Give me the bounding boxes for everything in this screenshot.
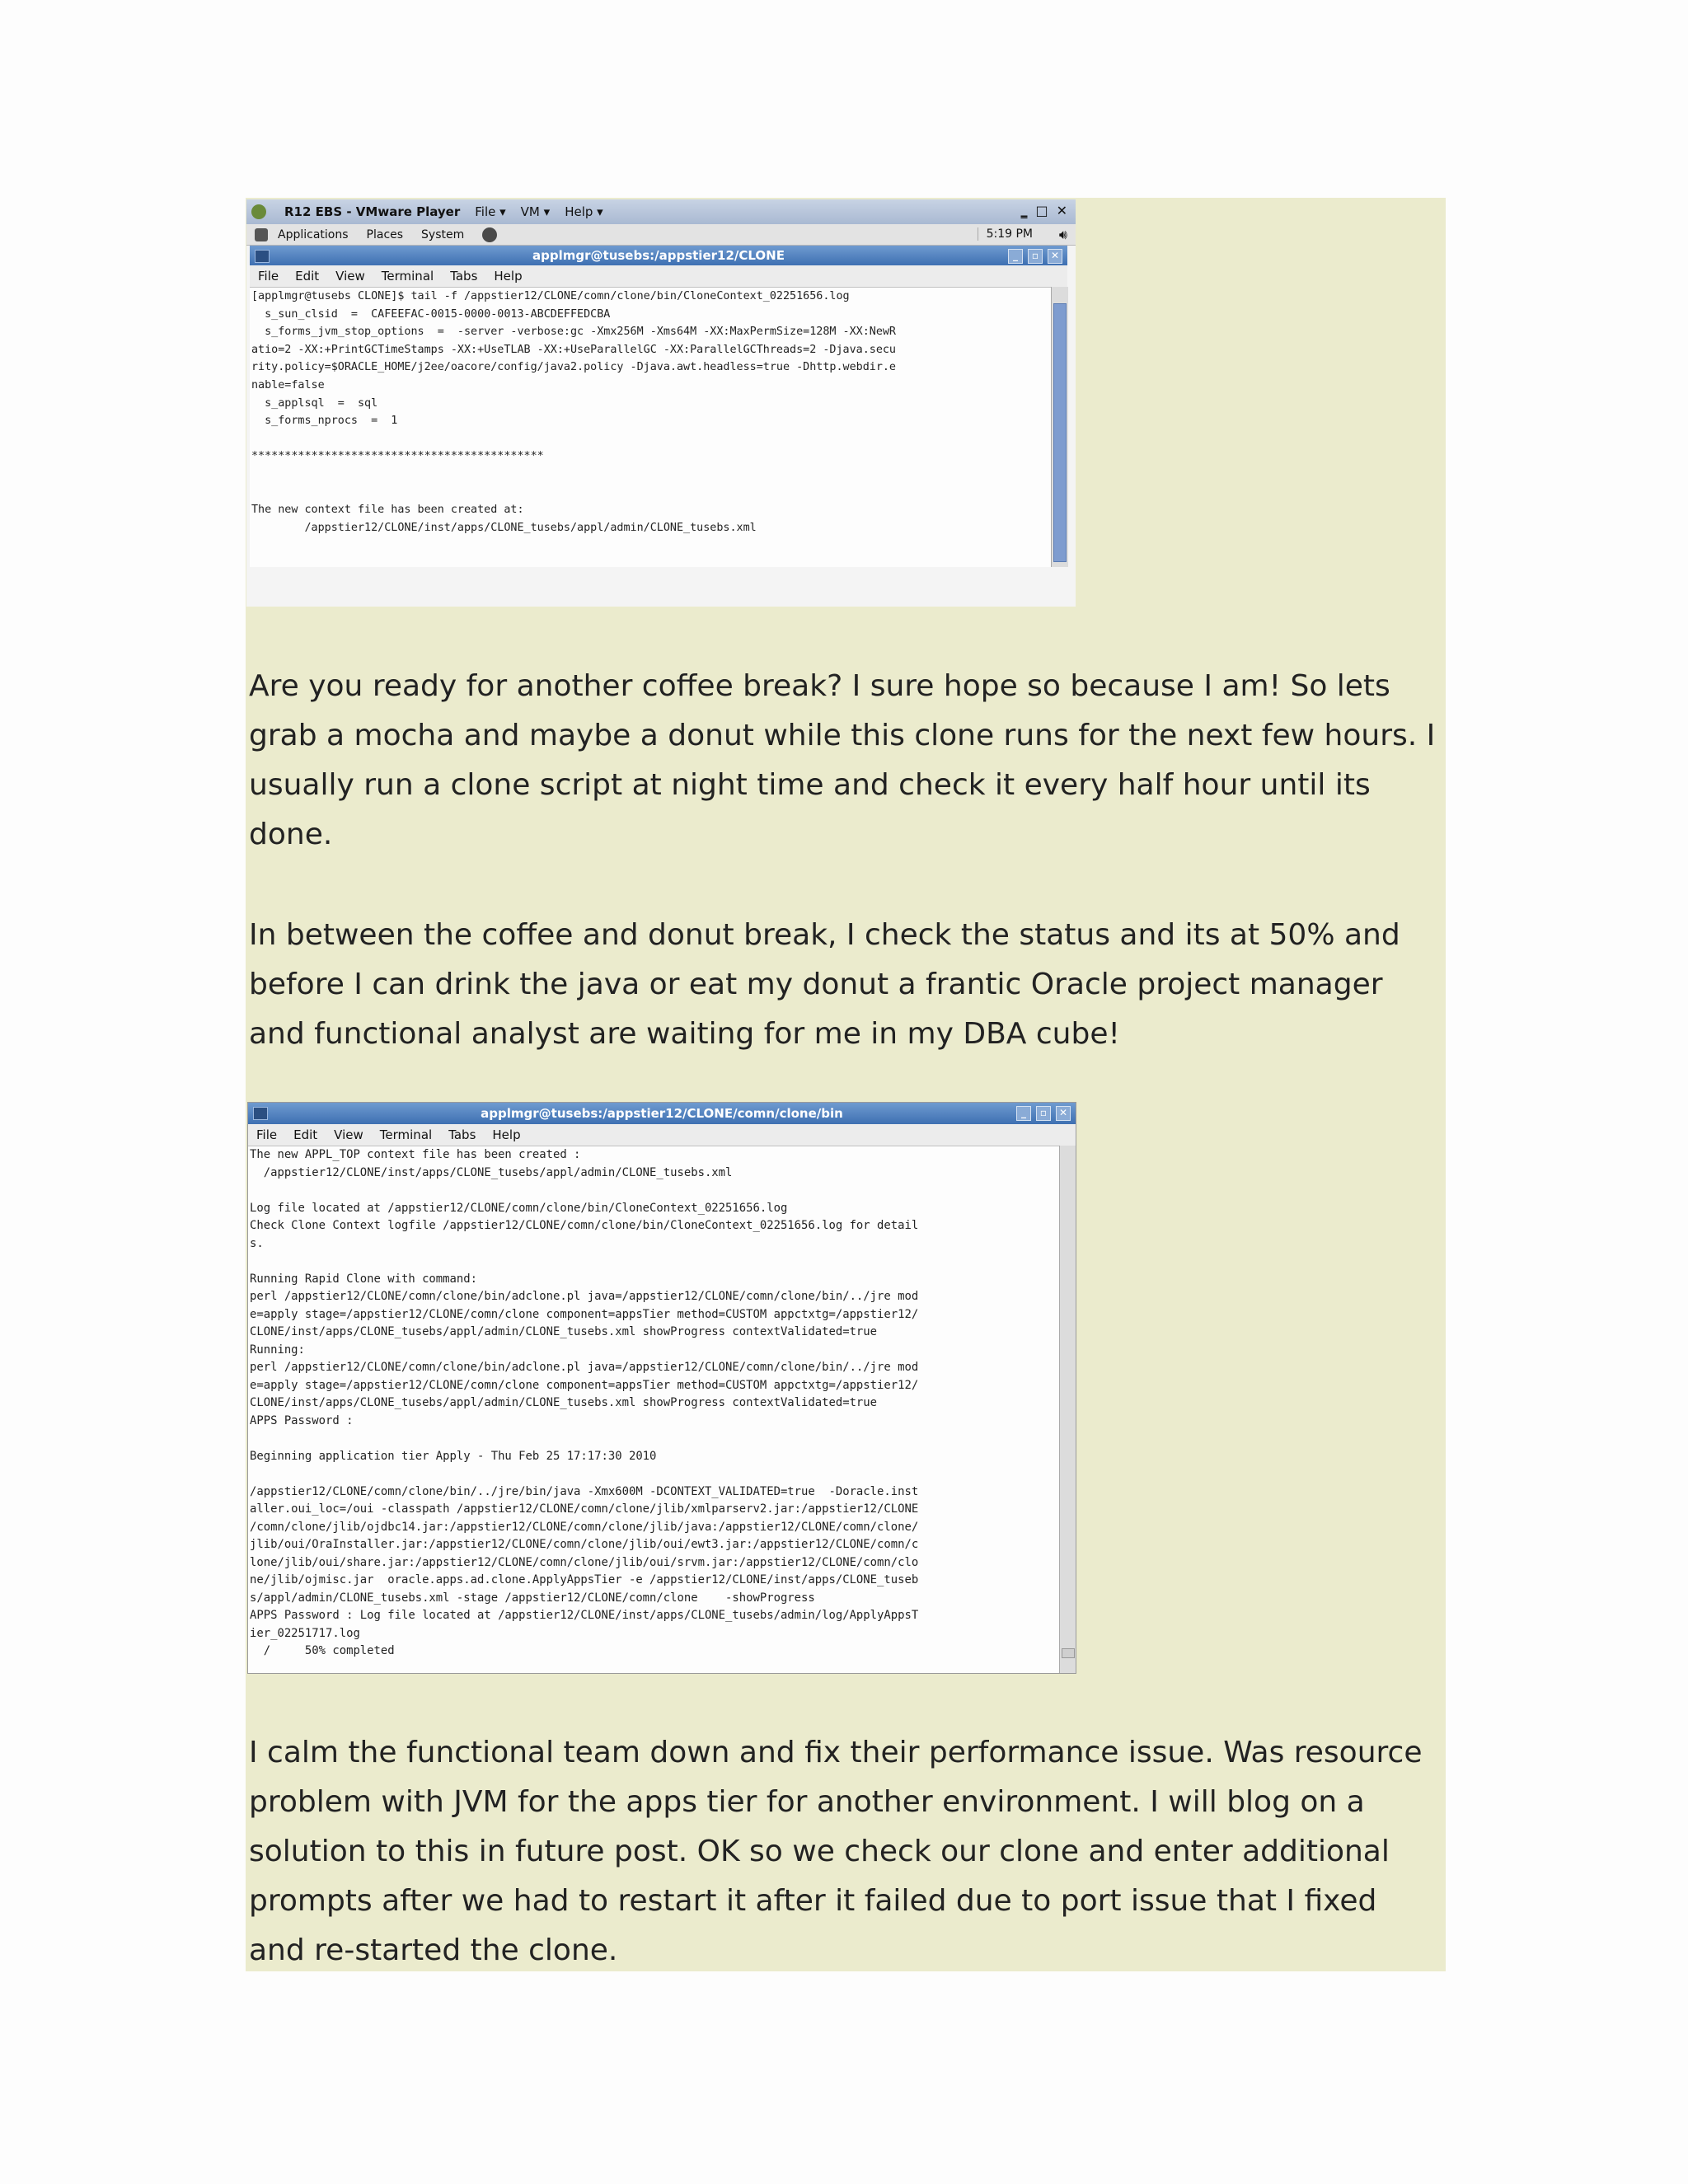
minimize-icon[interactable]: _ — [1008, 249, 1023, 264]
menu-tabs[interactable]: Tabs — [448, 1127, 476, 1142]
terminal-output[interactable]: [applmgr@tusebs CLONE]$ tail -f /appstier12/CLONE/comn/clone/bin/CloneContext_02251656.log s_sun_clsid = CAFEEFAC-0015-0000-0013-ABCDEFFEDCBA s_forms_jvm_stop_options = -server -verbose:gc -Xmx256M -Xms64M -XX:MaxPermSize=128M -XX:NewR atio=2 -XX:+PrintGCTimeStamps -XX:+UseTLAB -XX:+UseParallelGC -XX:ParallelGCThreads=2 -Djava.secu rity.policy=$ORACLE_HOME/j2ee/oacore/config/java2.policy -Djava.awt.headless=true -Dhttp.webdir.e nable=false s_applsql = sql s_forms_nprocs = 1 ******************************************** The new context file has been created at: /appstier12/CLONE/inst/apps/CLONE_tusebs/appl/admin/CLONE_tusebs.xml — [250, 287, 1051, 567]
vmware-menu-file[interactable]: File ▾ — [475, 204, 506, 219]
terminal-output[interactable]: The new APPL_TOP context file has been created : /appstier12/CLONE/inst/apps/CLONE_tusebs/appl/admin/CLONE_tusebs.xml Log file located at /appstier12/CLONE/comn/clone/bin/CloneContext_02251656.log Check Clone Context logfile /appstier12/CLONE/comn/clone/bin/CloneContext_02251656.log for detail s. Running Rapid Clone with command: perl /appstier12/CLONE/comn/clone/bin/adclone.pl java=/appstier12/CLONE/comn/clone/bin/../jre mod e=apply stage=/appstier12/CLONE/comn/clone component=appsTier method=CUSTOM appctxtg=/appstier12/ CLONE/inst/apps/CLONE_tusebs/appl/admin/CLONE_tusebs.xml showProgress contextValidated=true Running: perl /appstier12/CLONE/comn/clone/bin/adclone.pl java=/appstier12/CLONE/comn/clone/bin/../jre mod e=apply stage=/appstier12/CLONE/comn/clone component=appsTier method=CUSTOM appctxtg=/appstier12/ CLONE/inst/apps/CLONE_tusebs/appl/admin/CLONE_tusebs.xml showProgress contextValidated=true APPS Password : Beginning application tier Apply - Thu Feb 25 17:17:30 2010 /appstier12/CLONE/comn/clone/bin/../jre/bin/java -Xmx600M -DCONTEXT_VALIDATED=true -Doracle.inst aller.oui_loc=/oui -classpath /appstier12/CLONE/comn/clone/jlib/xmlparserv2.jar:/appstier12/CLONE /comn/clone/jlib/ojdbc14.jar:/appstier12/CLONE/comn/clone/jlib/java:/appstier12/CLONE/comn/clone/ jlib/oui/OraInstaller.jar:/appstier12/CLONE/comn/clone/jlib/oui/ewt3.jar:/appstier12/CLONE/comn/c lone/jlib/oui/share.jar:/appstier12/CLONE/comn/clone/jlib/oui/srvm.jar:/appstier12/CLONE/comn/clo ne/jlib/ojmisc.jar oracle.apps.ad.clone.ApplyAppsTier -e /appstier12/CLONE/inst/apps/CLONE_tuseb s/appl/admin/CLONE_tusebs.xml -stage /appstier12/CLONE/comn/clone -showProgress APPS Password : Log file located at /appstier12/CLONE/inst/apps/CLONE_tusebs/admin/log/ApplyAppsT ier_02251717.log / 50% completed — [248, 1146, 1059, 1673]
menu-help[interactable]: Help — [494, 269, 523, 284]
menu-view[interactable]: View — [335, 269, 365, 284]
terminal-title: applmgr@tusebs:/appstier12/CLONE — [532, 248, 785, 263]
vmware-menu-vm[interactable]: VM ▾ — [520, 204, 551, 219]
scrollbar-thumb[interactable] — [1062, 1648, 1075, 1658]
terminal-window-controls — [1016, 1103, 1071, 1121]
gnome-menu-applications[interactable]: Applications — [278, 227, 349, 241]
minimize-icon[interactable]: _ — [1016, 1106, 1031, 1121]
body-paragraph: In between the coffee and donut break, I check the status and its at 50% and before I can drink the java or eat my donut a frantic Oracle project manager and functional analyst are waiting for me in my DBA cube! — [249, 918, 1400, 1051]
panel-clock[interactable]: 5:19 PM — [978, 227, 1033, 241]
terminal-menubar — [248, 1124, 1076, 1146]
close-icon[interactable]: ✕ — [1048, 249, 1062, 264]
gnome-top-panel — [246, 224, 1076, 246]
menu-terminal[interactable]: Terminal — [379, 1127, 433, 1142]
menu-help[interactable]: Help — [492, 1127, 521, 1142]
body-paragraph: I calm the functional team down and fix their performance issue. Was resource problem with JVM for the apps tier for another environment. I will blog on a solution to this in future post. OK so we check our clone and enter additional prompts after we had to restart it after it failed due to port issue that I fixed and re-started the clone. — [249, 1736, 1423, 1967]
terminal-icon — [253, 1107, 268, 1120]
close-icon[interactable]: ✕ — [1056, 1106, 1071, 1121]
terminal-screenshot-clone-context — [246, 199, 1076, 607]
gnome-foot-icon[interactable] — [255, 228, 268, 241]
volume-icon[interactable]: 🔊︎ — [1058, 227, 1067, 242]
terminal-menubar — [250, 265, 1067, 287]
gnome-menu-places[interactable]: Places — [366, 227, 404, 241]
menu-edit[interactable]: Edit — [293, 1127, 318, 1142]
vmware-window-controls — [1020, 203, 1067, 218]
menu-edit[interactable]: Edit — [295, 269, 320, 284]
vmware-logo-icon — [251, 204, 266, 219]
terminal-screenshot-rapid-clone — [247, 1102, 1076, 1674]
menu-file[interactable]: File — [258, 269, 279, 284]
maximize-icon[interactable]: □ — [1035, 203, 1048, 218]
vmware-window-title: R12 EBS - VMware Player — [284, 204, 461, 219]
close-icon[interactable]: ✕ — [1056, 203, 1067, 218]
terminal-titlebar — [250, 246, 1067, 265]
maximize-icon[interactable]: ▫ — [1036, 1106, 1051, 1121]
terminal-icon — [255, 250, 270, 263]
terminal-scrollbar[interactable] — [1059, 1146, 1076, 1673]
vmware-player-titlebar — [246, 199, 1076, 224]
globe-icon[interactable] — [482, 227, 497, 242]
terminal-titlebar — [248, 1103, 1076, 1124]
terminal-scrollbar[interactable] — [1051, 287, 1068, 567]
scrollbar-thumb[interactable] — [1053, 303, 1067, 562]
vmware-menu-help[interactable]: Help ▾ — [565, 204, 603, 219]
terminal-window-controls — [1008, 246, 1062, 264]
menu-file[interactable]: File — [256, 1127, 278, 1142]
menu-terminal[interactable]: Terminal — [381, 269, 434, 284]
maximize-icon[interactable]: ▫ — [1028, 249, 1043, 264]
gnome-menu-system[interactable]: System — [421, 227, 465, 241]
menu-tabs[interactable]: Tabs — [450, 269, 478, 284]
menu-view[interactable]: View — [334, 1127, 363, 1142]
minimize-icon[interactable]: ‗ — [1020, 203, 1028, 218]
terminal-title: applmgr@tusebs:/appstier12/CLONE/comn/clone/bin — [481, 1106, 843, 1121]
body-paragraph: Are you ready for another coffee break? I sure hope so because I am! So lets grab a mocha and maybe a donut while this clone runs for the next few hours. I usually run a clone script at night time and check it every half hour until its done. — [249, 669, 1436, 851]
